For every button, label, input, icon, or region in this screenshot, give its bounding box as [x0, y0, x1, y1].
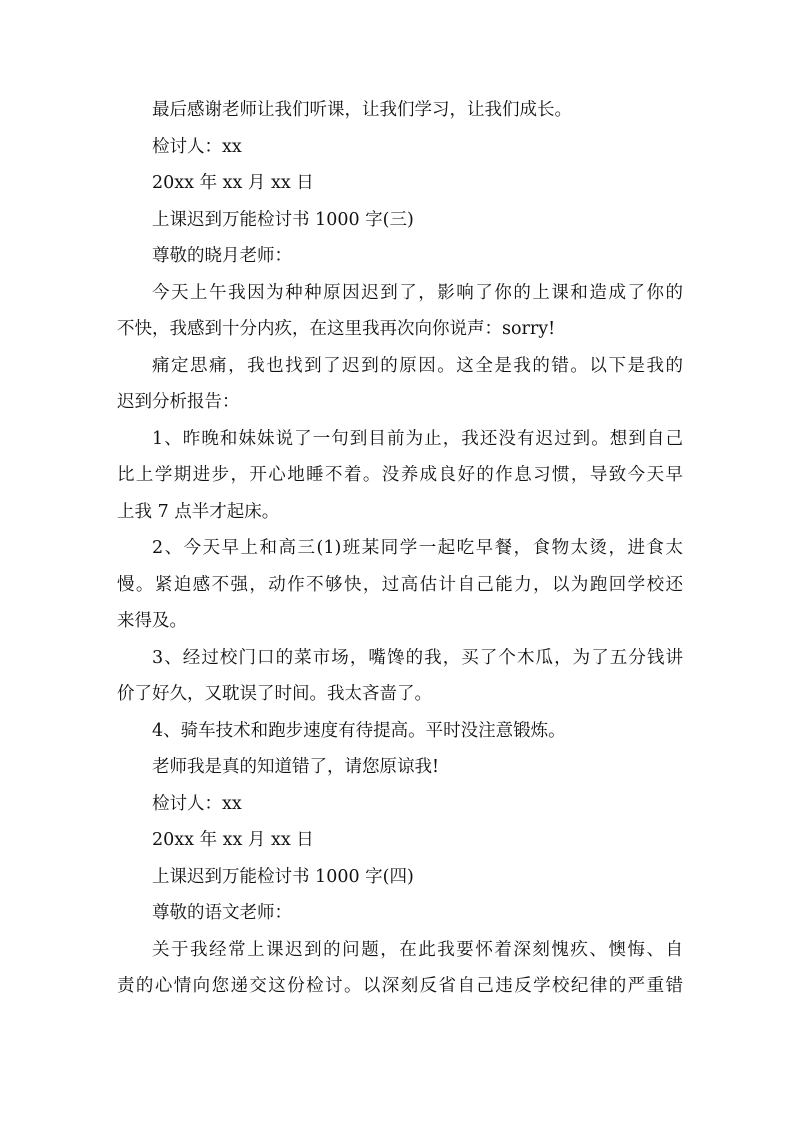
- list-item-line: 来得及。: [117, 611, 187, 631]
- signature-line: 检讨人：xx: [152, 793, 242, 814]
- apology-line: 老师我是真的知道错了，请您原谅我!: [152, 757, 440, 777]
- list-item-line: 慢。紧迫感不强，动作不够快，过高估计自己能力，以为跑回学校还: [117, 574, 683, 595]
- date-line: 20xx 年 xx 月 xx 日: [152, 173, 314, 193]
- signature-line: 检讨人：xx: [152, 136, 242, 157]
- section-title-three: 上课迟到万能检讨书 1000 字(三): [152, 209, 414, 230]
- salutation-line: 尊敬的晓月老师：: [152, 246, 292, 266]
- paragraph-line: 不快，我感到十分内疚，在这里我再次向你说声：sorry!: [117, 319, 556, 339]
- list-item-line: 2、今天早上和高三(1)班某同学一起吃早餐，食物太烫，进食太: [152, 538, 683, 558]
- list-item-line: 上我 7 点半才起床。: [117, 501, 280, 522]
- list-item-line: 价了好久，又耽误了时间。我太吝啬了。: [117, 684, 432, 704]
- list-item-line: 1、昨晚和妹妹说了一句到目前为止，我还没有迟过到。想到自己: [152, 428, 683, 449]
- document-body: [117, 92, 683, 1005]
- paragraph-line: 关于我经常上课迟到的问题，在此我要怀着深刻愧疚、懊悔、自: [152, 939, 683, 960]
- paragraph-line: 迟到分析报告：: [117, 392, 240, 412]
- paragraph-line: 痛定思痛，我也找到了迟到的原因。这全是我的错。以下是我的: [152, 355, 683, 376]
- paragraph-line: 今天上午我因为种种原因迟到了，影响了你的上课和造成了你的: [152, 282, 683, 303]
- date-line: 20xx 年 xx 月 xx 日: [152, 830, 314, 850]
- section-title-four: 上课迟到万能检讨书 1000 字(四): [152, 866, 414, 887]
- list-item-line: 比上学期进步，开心地睡不着。没养成良好的作息习惯，导致今天早: [117, 465, 683, 485]
- closing-thanks-line: 最后感谢老师让我们听课，让我们学习，让我们成长。: [152, 100, 572, 120]
- list-item-line: 3、经过校门口的菜市场，嘴馋的我，买了个木瓜，为了五分钱讲: [152, 647, 683, 668]
- list-item-line: 4、骑车技术和跑步速度有待提高。平时没注意锻炼。: [152, 720, 566, 741]
- paragraph-line: 责的心情向您递交这份检讨。以深刻反省自己违反学校纪律的严重错: [117, 976, 683, 996]
- salutation-line: 尊敬的语文老师：: [152, 903, 292, 923]
